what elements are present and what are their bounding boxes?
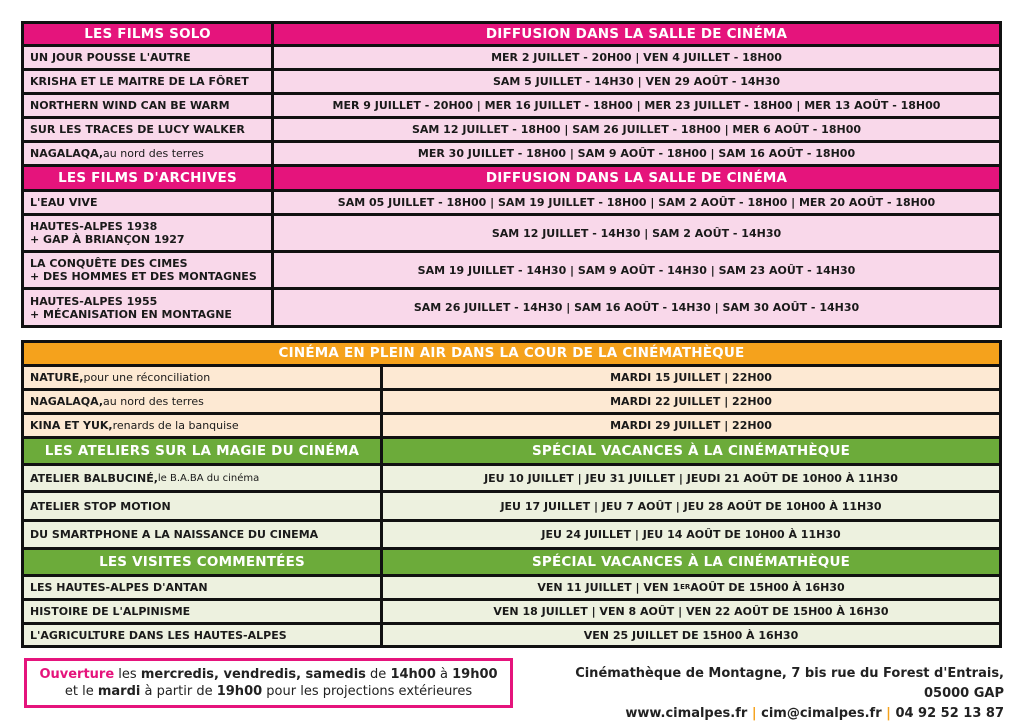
table-row <box>24 601 999 622</box>
visite-dates: VEN 18 JUILLET | VEN 8 AOÛT | VEN 22 AOÛT DE 15H00 À 16H30 <box>383 601 999 622</box>
archive-title <box>24 290 271 325</box>
separator: | <box>747 706 762 721</box>
archive-title-line2: + DES HOMMES ET DES MONTAGNES <box>30 270 257 283</box>
plein-air-dates: MARDI 22 JUILLET | 22H00 <box>383 391 999 412</box>
archive-dates: SAM 19 JUILLET - 14H30 | SAM 9 AOÛT - 14H30 | SAM 23 AOÛT - 14H30 <box>274 253 999 287</box>
website-link[interactable]: www.cimalpes.fr <box>625 706 748 721</box>
table-row <box>24 95 999 116</box>
opening-days: mercredis, vendredis, samedis <box>140 667 366 682</box>
table-row <box>24 47 999 68</box>
opening-hours-line2 <box>65 683 472 700</box>
visite-dates: VEN 25 JUILLET DE 15H00 À 16H30 <box>383 625 999 645</box>
plein-air-dates: MARDI 29 JUILLET | 22H00 <box>383 415 999 436</box>
email-link[interactable]: cim@cimalpes.fr <box>761 706 882 721</box>
archive-title <box>24 216 271 250</box>
film-title-note: au nord des terres <box>103 147 204 160</box>
atelier-dates: JEU 17 JUILLET | JEU 7 AOÛT | JEU 28 AOÛT DE 10H00 À 11H30 <box>383 493 999 519</box>
films-table <box>21 21 1002 328</box>
film-dates: SAM 12 JUILLET - 18H00 | SAM 26 JUILLET - 18H00 | MER 6 AOÛT - 18H00 <box>274 119 999 140</box>
visites-header: LES VISITES COMMENTÉES <box>24 550 380 574</box>
archive-title-line1: LA CONQUÊTE DES CIMES <box>30 257 188 270</box>
film-title: UN JOUR POUSSE L'AUTRE <box>24 47 271 68</box>
film-dates: MER 9 JUILLET - 20H00 | MER 16 JUILLET - 18H00 | MER 23 JUILLET - 18H00 | MER 13 AOÛT - 18H00 <box>274 95 999 116</box>
film-title: KRISHA ET LE MAITRE DE LA FÔRET <box>24 71 271 92</box>
plein-air-title-note: pour une réconciliation <box>83 371 211 384</box>
visite-dates-a: VEN 11 JUILLET | VEN 1 <box>537 581 681 594</box>
opening-text: pour les projections extérieures <box>262 684 473 699</box>
table-row <box>24 216 999 250</box>
opening-text: et le <box>64 684 98 699</box>
atelier-title-note: le B.A.BA du cinéma <box>157 472 260 484</box>
plein-air-title <box>24 367 380 388</box>
plein-air-title-main: NAGALAQA, <box>30 395 104 408</box>
archive-dates: SAM 26 JUILLET - 14H30 | SAM 16 AOÛT - 14H30 | SAM 30 AOÛT - 14H30 <box>274 290 999 325</box>
table-row <box>24 466 999 490</box>
table-row <box>24 290 999 325</box>
opening-text: à partir de <box>140 684 217 699</box>
films-solo-header-row <box>24 24 999 44</box>
opening-hours-box <box>24 658 513 708</box>
ateliers-header: LES ATELIERS SUR LA MAGIE DU CINÉMA <box>24 439 380 463</box>
atelier-title-main: ATELIER BALBUCINÉ, <box>30 471 158 485</box>
film-dates: MER 30 JUILLET - 18H00 | SAM 9 AOÛT - 18H00 | SAM 16 AOÛT - 18H00 <box>274 143 999 164</box>
archive-title-line2: + GAP À BRIANÇON 1927 <box>30 233 185 246</box>
films-archives-header: LES FILMS D'ARCHIVES <box>24 167 271 189</box>
table-row <box>24 192 999 213</box>
contact-line <box>528 704 1004 722</box>
atelier-title <box>24 466 380 490</box>
table-row <box>24 415 999 436</box>
opening-text: les <box>114 667 141 682</box>
table-row <box>24 367 999 388</box>
visite-dates <box>383 577 999 598</box>
film-dates: MER 2 JUILLET - 20H00 | VEN 4 JUILLET - 18H00 <box>274 47 999 68</box>
visites-header-row <box>24 550 999 574</box>
table-row <box>24 625 999 645</box>
ateliers-special-header: SPÉCIAL VACANCES À LA CINÉMATHÈQUE <box>383 439 999 463</box>
film-dates: SAM 5 JUILLET - 14H30 | VEN 29 AOÛT - 14H30 <box>274 71 999 92</box>
archive-title-line1: HAUTES-ALPES 1938 <box>30 220 158 233</box>
archives-diffusion-header: DIFFUSION DANS LA SALLE DE CINÉMA <box>274 167 999 189</box>
visite-dates-sup: ER <box>680 583 691 591</box>
contact-info <box>528 664 1004 722</box>
archive-title-line1: HAUTES-ALPES 1955 <box>30 294 158 308</box>
visite-dates-b: AOÛT DE 15H00 À 16H30 <box>690 581 845 594</box>
separator: | <box>881 706 896 721</box>
table-row <box>24 253 999 287</box>
plein-air-dates: MARDI 15 JUILLET | 22H00 <box>383 367 999 388</box>
table-row <box>24 71 999 92</box>
archive-dates: SAM 12 JUILLET - 14H30 | SAM 2 AOÛT - 14H30 <box>274 216 999 250</box>
opening-mardi: mardi <box>97 684 141 699</box>
atelier-title: DU SMARTPHONE A LA NAISSANCE DU CINEMA <box>24 522 380 547</box>
opening-mardi-time: 19h00 <box>216 684 263 699</box>
table-row <box>24 143 999 164</box>
phone-number: 04 92 52 13 87 <box>895 706 1004 721</box>
opening-text: à <box>435 667 453 682</box>
opening-hours-line1 <box>39 666 497 683</box>
table-row <box>24 391 999 412</box>
film-title <box>24 143 271 164</box>
atelier-title: ATELIER STOP MOTION <box>24 493 380 519</box>
plein-air-title <box>24 391 380 412</box>
atelier-dates: JEU 24 JUILLET | JEU 14 AOÛT DE 10H00 À 11H30 <box>383 522 999 547</box>
visite-title: HISTOIRE DE L'ALPINISME <box>24 601 380 622</box>
film-title: NORTHERN WIND CAN BE WARM <box>24 95 271 116</box>
plein-air-title <box>24 415 380 436</box>
plein-air-header-row <box>24 343 999 364</box>
visite-title: LES HAUTES-ALPES D'ANTAN <box>24 577 380 598</box>
visite-title: L'AGRICULTURE DANS LES HAUTES-ALPES <box>24 625 380 645</box>
plein-air-title-note: au nord des terres <box>103 395 204 408</box>
plein-air-title-main: NATURE, <box>30 371 84 384</box>
film-title-main: NAGALAQA, <box>30 147 104 160</box>
opening-text: de <box>365 667 391 682</box>
visites-special-header: SPÉCIAL VACANCES À LA CINÉMATHÈQUE <box>383 550 999 574</box>
ouverture-label: Ouverture <box>39 667 115 682</box>
plein-air-title-main: KINA ET YUK, <box>30 419 113 432</box>
atelier-dates: JEU 10 JUILLET | JEU 31 JUILLET | JEUDI 21 AOÛT DE 10H00 À 11H30 <box>383 466 999 490</box>
diffusion-header: DIFFUSION DANS LA SALLE DE CINÉMA <box>274 24 999 44</box>
address: Cinémathèque de Montagne, 7 bis rue du Forest d'Entrais, 05000 GAP <box>575 666 1004 701</box>
films-solo-header: LES FILMS SOLO <box>24 24 271 44</box>
archive-dates: SAM 05 JUILLET - 18H00 | SAM 19 JUILLET - 18H00 | SAM 2 AOÛT - 18H00 | MER 20 AOÛT - 18H00 <box>274 192 999 213</box>
plein-air-title-note: renards de la banquise <box>112 419 239 432</box>
archive-title: L'EAU VIVE <box>24 192 271 213</box>
films-archives-header-row <box>24 167 999 189</box>
opening-from: 14h00 <box>390 667 436 682</box>
table-row <box>24 493 999 519</box>
ateliers-header-row <box>24 439 999 463</box>
opening-to: 19h00 <box>452 667 498 682</box>
table-row <box>24 577 999 598</box>
archive-title-line2: + MÉCANISATION EN MONTAGNE <box>30 307 232 321</box>
film-title: SUR LES TRACES DE LUCY WALKER <box>24 119 271 140</box>
activities-table <box>21 340 1002 648</box>
table-row <box>24 522 999 547</box>
archive-title <box>24 253 271 287</box>
plein-air-header: CINÉMA EN PLEIN AIR DANS LA COUR DE LA CINÉMATHÈQUE <box>24 343 999 364</box>
table-row <box>24 119 999 140</box>
